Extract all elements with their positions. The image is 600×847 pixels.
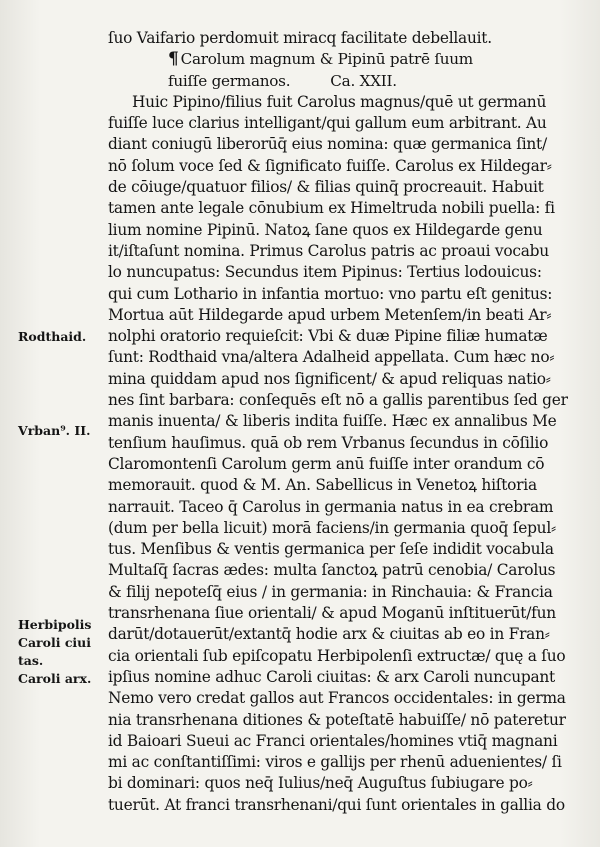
text-line: ipſius nomine adhuc Caroli ciuitas: & arx Caroli nuncupant	[108, 667, 555, 686]
text-line: bi dominari: quos neq̄ Iulius/neq̄ Auguſtus ſubiugare po⸗	[108, 774, 533, 793]
text-line: (dum per bella licuit) morā faciens/in germania quoq̄ ſepul⸗	[108, 518, 556, 537]
text-line: Huic Pipino/filius fuit Carolus magnus/quē ut germanū	[132, 92, 547, 111]
text-line: & filij nepoteſq̄ eius / in germania: in Rinchauia: & Francia	[108, 582, 553, 601]
text-line: mina quiddam apud nos ſignificent/ & apud reliquas natio⸗	[108, 369, 551, 388]
chapter-heading	[108, 49, 578, 70]
text-line: tus. Menſibus & ventis germanica per ſeſe indidit vocabula	[108, 540, 554, 559]
text-line: diant coniugū liberorūq̄ eius nomina: quæ germanica ſint/	[108, 135, 547, 154]
chapter-number: Ca. XXII.	[330, 71, 397, 90]
text-line: fuiſſe luce clarius intelligant/qui gallum eum arbitrant. Au	[108, 114, 547, 133]
text-line: Mortua aūt Hildegarde apud urbem Metenſem/in beati Ar⸗	[108, 305, 552, 324]
margin-note-urbanus: Vrban⁹. II.	[18, 423, 91, 438]
text-line: nō ſolum voce ſed & ſignificato fuiſſe. Carolus ex Hildegar⸗	[108, 156, 552, 175]
text-line: it/iſtaſunt nomina. Primus Carolus patris ac proaui vocabu	[108, 241, 549, 260]
main-text	[108, 28, 578, 816]
chapter-heading-line-2	[108, 71, 578, 92]
text-line: nes ſint barbara: conſequēs eſt nō a gallis parentibus ſed ger	[108, 391, 568, 410]
margin-note-rodthaid: Rodthaid.	[18, 329, 87, 344]
text-line: tuerūt. At franci transrhenani/qui ſunt orientales in gallia do	[108, 795, 565, 814]
text-line: transrhenana ſiue orientali/ & apud Moganū inſtituerūt/fun	[108, 604, 556, 623]
text-line: mi ac conſtantiſſimi: viros e gallijs per rhenū aduenientes/ ſi	[108, 753, 562, 772]
text-line: id Baioari Sueui ac Franci orientales/homines vtiq̄ magnani	[108, 731, 558, 750]
text-line: narrauit. Taceo q̄ Carolus in germania natus in ea crebram	[108, 497, 554, 516]
text-line: lium nomine Pipinū. Natoꝝ ſane quos ex Hildegarde genu	[108, 220, 543, 239]
text-line: ſuo Vaifario perdomuit miracq facilitate debellauit.	[108, 29, 492, 47]
text-line: de cōiuge/quatuor filios/ & filias quinq̄ procreauit. Habuit	[108, 178, 544, 197]
text-line: manis inuenta/ & liberis indita fuiſſe. Hæc ex annalibus Me	[108, 412, 557, 431]
margin-note-caroli-ciuitas: Caroli ciui	[18, 635, 92, 650]
text-line: qui cum Lothario in infantia mortuo: vno partu eſt genitus:	[108, 284, 553, 303]
text-line: lo nuncupatus: Secundus item Pipinus: Tertius lodouicus:	[108, 263, 542, 282]
text-line: Multaſq̄ ſacras ædes: multa ſanctoꝝ patrū cenobia/ Carolus	[108, 561, 556, 580]
heading-text-2: fuiſſe germanos.	[168, 71, 291, 90]
text-line: tamen ante legale cōnubium ex Himeltruda nobili puella: fi	[108, 199, 555, 218]
heading-text: Carolum magnum & Pipinū patrē ſuum	[180, 50, 473, 69]
pilcrow-icon: ¶	[168, 49, 179, 70]
text-line: darūt/dotauerūt/extantq̄ hodie arx & ciuitas ab eo in Fran⸗	[108, 625, 550, 644]
text-line: Claromontenſi Carolum germ anū fuiſſe inter orandum cō	[108, 454, 545, 473]
text-line: cia orientali ſub epiſcopatu Herbipolenſi extructæ/ quę a ſuo	[108, 646, 566, 665]
margin-note-caroli-arx: Caroli arx.	[18, 671, 92, 686]
text-line: nolphi oratorio requieſcit: Vbi & duæ Pipine filiæ humatæ	[108, 327, 548, 346]
text-line: nia transrhenana ditiones & poteſtatē habuiſſe/ nō pateretur	[108, 710, 566, 729]
margin-note-herbipolis: Herbipolis	[18, 617, 92, 632]
text-line: ſunt: Rodthaid vna/altera Adalheid appellata. Cum hæc no⸗	[108, 348, 555, 367]
margin-note-tas: tas.	[18, 653, 44, 668]
text-line: tenſium hauſimus. quā ob rem Vrbanus ſecundus in cōſilio	[108, 433, 549, 452]
text-line: Nemo vero credat gallos aut Francos occidentales: in germa	[108, 689, 566, 708]
text-line: memorauit. quod & M. An. Sabellicus in Venetoꝝ hiſtoria	[108, 476, 537, 495]
